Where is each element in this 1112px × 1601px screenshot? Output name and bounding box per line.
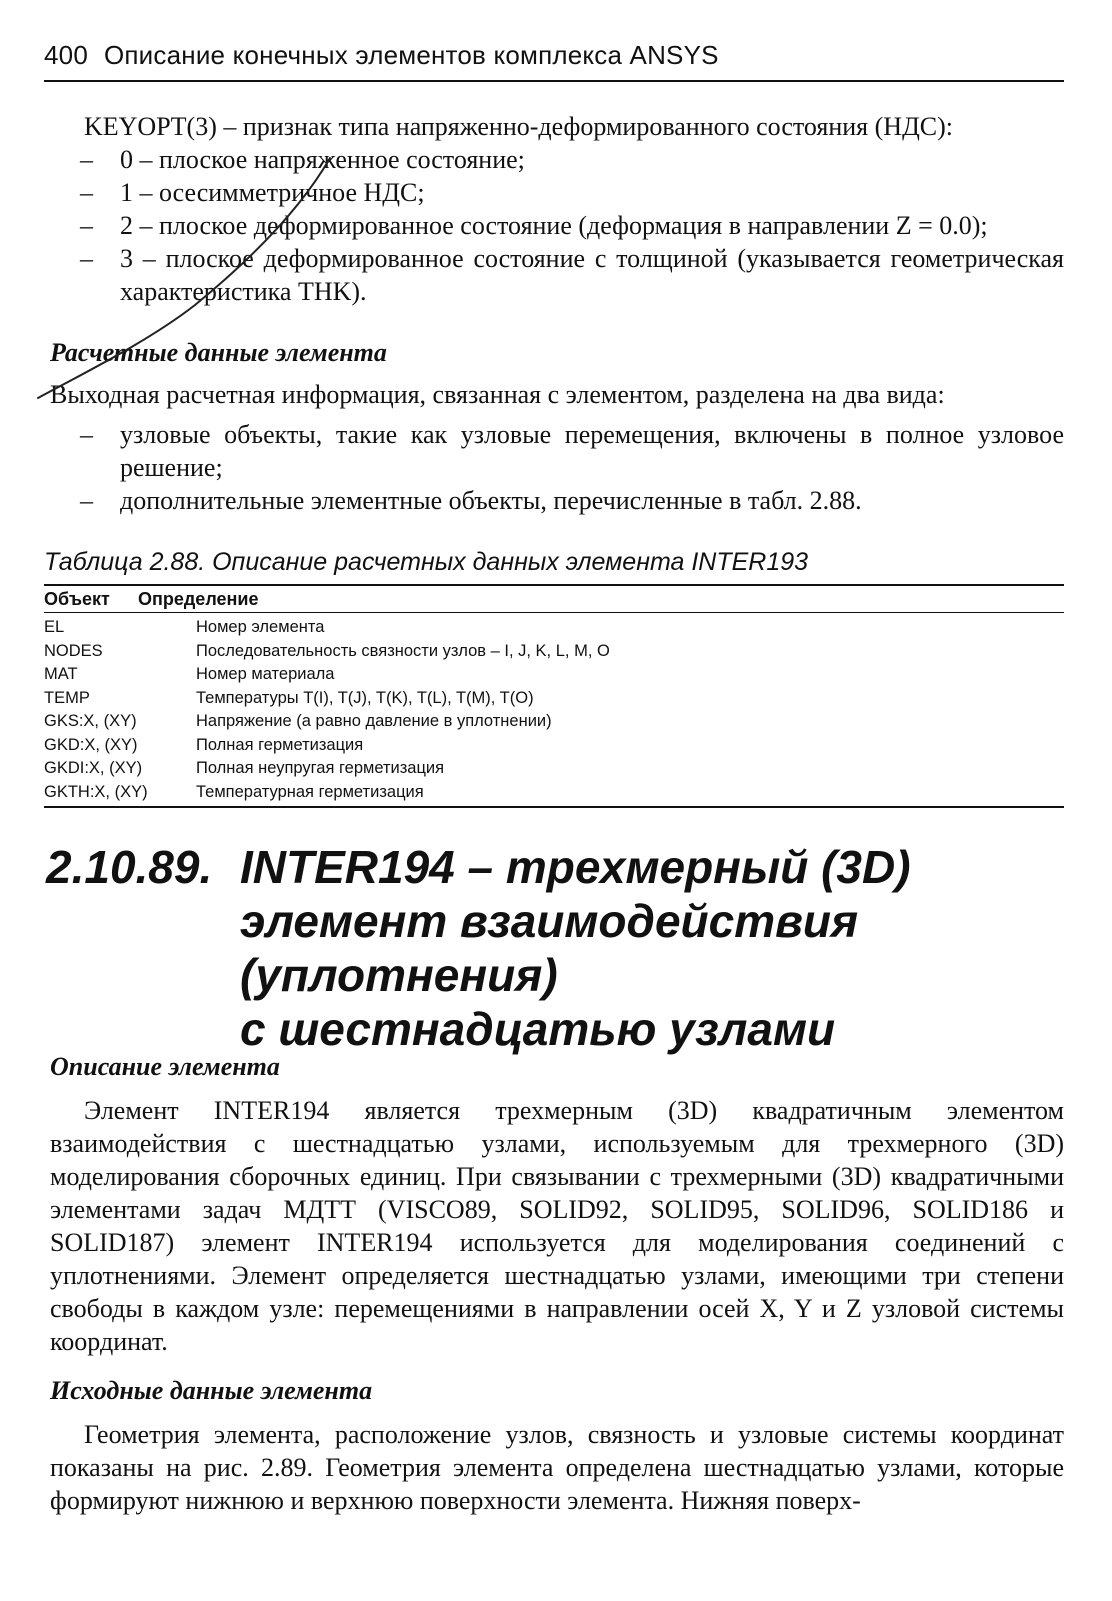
section-title-line: INTER194 – трехмерный (3D) [240,841,911,893]
list-item: – 1 – осесимметричное НДС; [80,178,425,207]
list-item: – узловые объекты, такие как узловые перемещения, включены в полное узловое решение; [80,420,1064,482]
section-title [46,840,911,1056]
table-row: NODES Последовательность связности узлов – I, J, K, L, M, O [44,641,610,660]
section-title-line: с шестнадцатью узлами [240,1003,836,1055]
keyopt-list [80,143,1064,308]
table-row: TEMP Температуры T(I), T(J), T(K), T(L), T(M), T(O) [44,688,534,707]
keyopt-intro: KEYOPT(3) – признак типа напряженно-деформированного состояния (НДС): [84,112,954,141]
results-intro: Выходная расчетная информация, связанная с элементом, разделена на два вида: [50,380,945,409]
dash-marker: – [80,145,93,174]
dash-marker: – [80,211,93,240]
description-paragraph: Элемент INTER194 является трехмерным (3D) квадратичным элементом взаимодействия с шестнадцатью узлами, используемым для трехмерного (3D) моделирования сборочных единиц. При связывании с трехмерными (3D) квадратичными элементами задач МДТТ (VISCO89, SOLID92, SOLID95, SOLID96, SOLID186 и SOLID187) элемент INTER194 используется для моделирования соединений с уплотнениями. Элемент определяется шестнадцатью узлами, имеющими три степени свободы в каждом узле: перемещениями в направлении осей X, Y и Z узловой системы координат. [50,1096,1064,1356]
input-heading: Исходные данные элемента [50,1376,373,1405]
table-row: EL Номер элемента [44,618,325,636]
header-rule [44,80,1064,82]
column-header: Объект [44,589,110,609]
table-bottom-rule [44,806,1064,808]
table-row: GKDI:X, (XY) Полная неупругая герметизация [44,759,445,777]
section-title-line: (уплотнения) [240,949,558,1001]
section-title-line: элемент взаимодействия [240,895,859,947]
list-item: – дополнительные элементные объекты, перечисленные в табл. 2.88. [80,486,862,515]
dash-marker: – [80,244,93,273]
table-row: GKD:X, (XY) Полная герметизация [44,735,364,754]
list-item: – 2 – плоское деформированное состояние (деформация в направлении Z = 0.0); [80,211,988,240]
column-header: Определение [138,589,259,609]
table-row: GKS:X, (XY) Напряжение (а равно давление в уплотнении) [44,712,552,730]
dash-marker: – [80,420,93,449]
dash-marker: – [80,486,93,515]
section-number: 2.10.89. [46,841,213,893]
page-number: 400 [44,40,88,70]
list-item: – 3 – плоское деформированное состояние с толщиной (указывается геометрическая характеристика THK). [80,244,1064,306]
results-heading: Расчетные данные элемента [50,338,387,367]
table-header [44,586,1064,612]
table-caption: Таблица 2.88. Описание расчетных данных элемента INTER193 [44,548,809,576]
description-heading: Описание элемента [50,1052,280,1081]
list-item: – 0 – плоское напряженное состояние; [80,145,525,174]
running-title: Описание конечных элементов комплекса ANSYS [103,40,719,70]
table-row: GKTH:X, (XY) Температурная герметизация [44,782,424,801]
input-paragraph: Геометрия элемента, расположение узлов, связность и узловые системы координат показаны на рис. 2.89. Геометрия элемента определена шестнадцатью узлами, которые формируют нижнюю и верхнюю поверхности элемента. Нижняя поверх- [50,1420,1064,1515]
results-list [80,418,1064,517]
running-header [44,40,1064,71]
table-row: MAT Номер материала [44,665,335,683]
results-table [44,584,1064,808]
dash-marker: – [80,178,93,207]
